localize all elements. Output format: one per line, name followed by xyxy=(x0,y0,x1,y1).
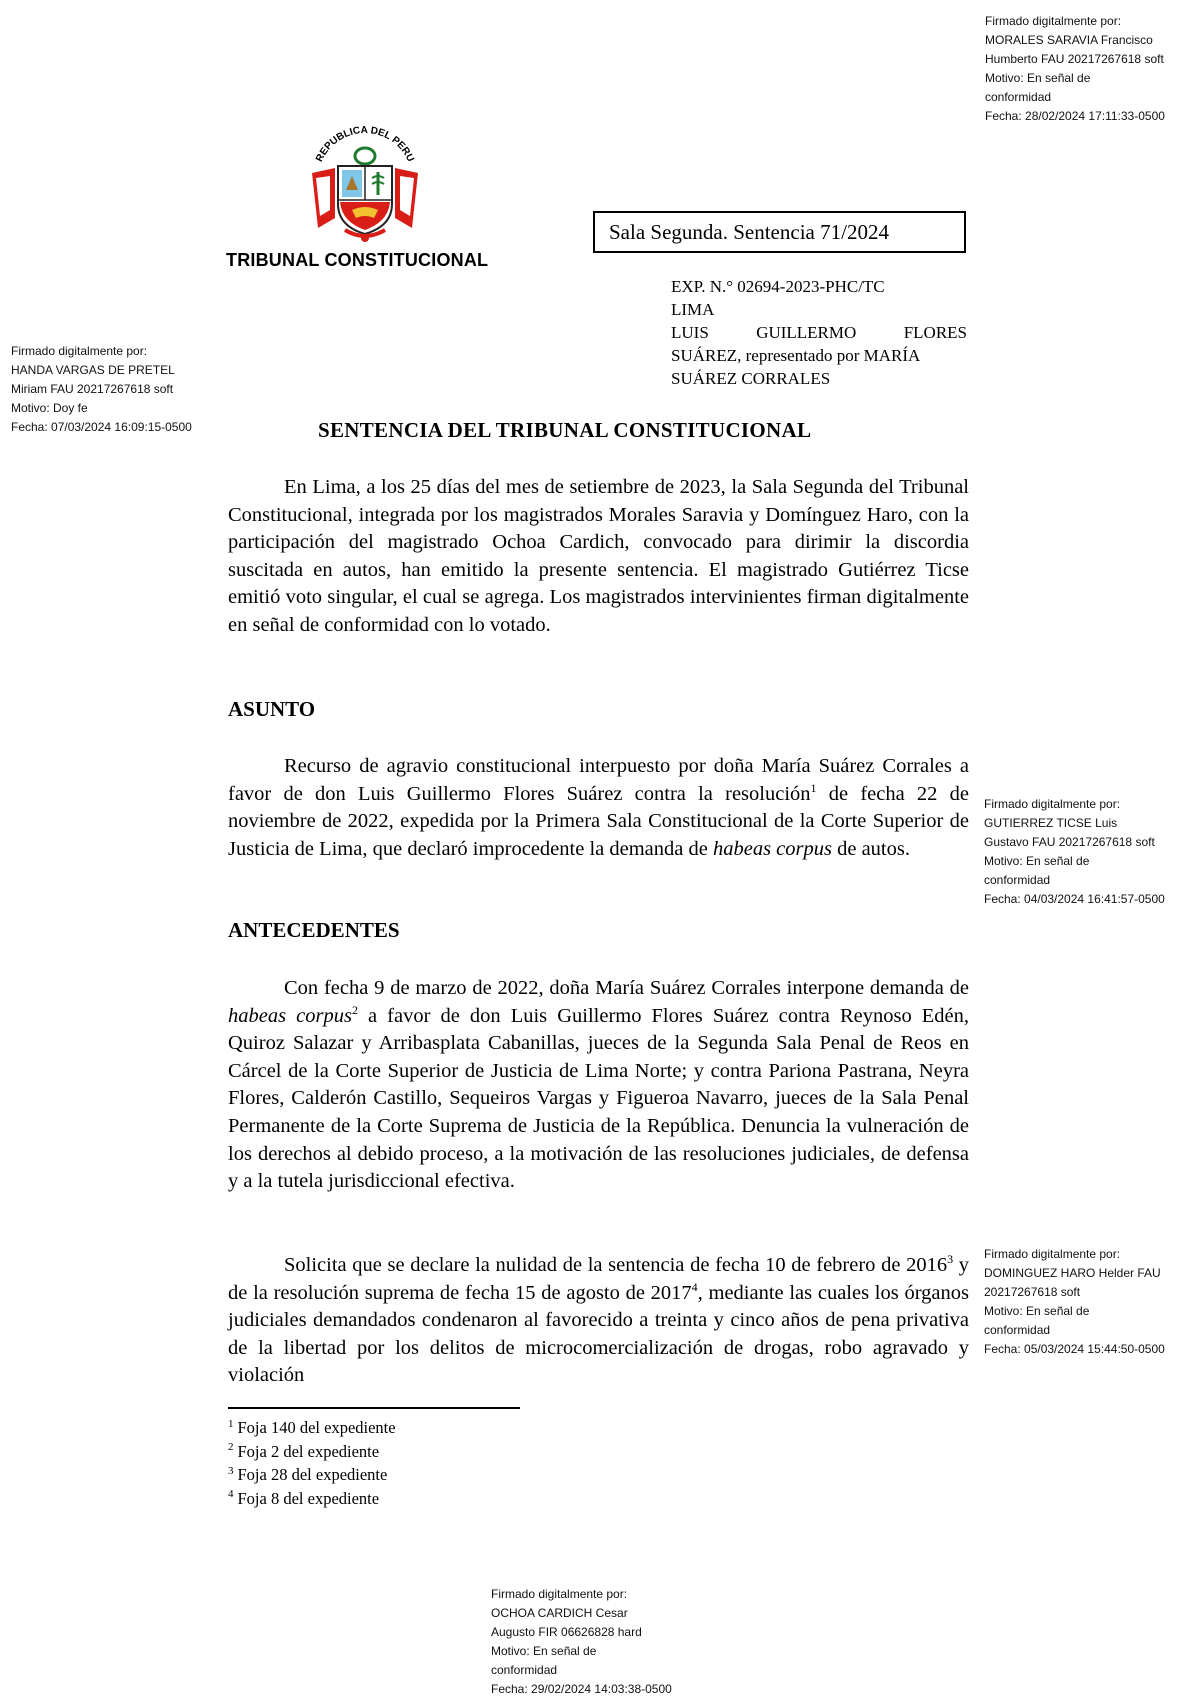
case-number: EXP. N.° 02694-2023-PHC/TC xyxy=(671,277,885,296)
paragraph-intro: En Lima, a los 25 días del mes de setiembre de 2023, la Sala Segunda del Tribunal Constitucional, integrada por los magistrados Morales Saravia y Domínguez Haro, con la participación del magistrado Ochoa Cardich, convocado para dirimir la discordia suscitada en autos, han emitido la presente sentencia. El magistrado Gutiérrez Ticse emitió voto singular, el cual se agrega. Los magistrados intervinientes firman digitalmente en señal de conformidad con lo votado. xyxy=(228,476,969,636)
footnote-item: $^1$ Foja 140 del expediente xyxy=(228,1417,396,1437)
logo-arc-text: REPUBLICA DEL PERU xyxy=(314,124,416,164)
footnote-item: $^4$ Foja 8 del expediente xyxy=(228,1488,380,1508)
case-parties-line-2: SUÁREZ, representado por MARÍA xyxy=(671,346,921,365)
signature-stamp-dominguez: Firmado digitalmente por: DOMINGUEZ HARO Helder FAU 20217267618 soft Motivo: En señal de conformidad Fecha: 05/03/2024 15:44:50-0500 xyxy=(984,1247,1165,1356)
footnote-ref: 1 xyxy=(810,780,817,795)
paragraph-antecedentes-1: Con fecha 9 de marzo de 2022, doña María Suárez Corrales interpone demanda de habeas corpus$^2$ a favor de don Luis Guillermo Flores Suárez contra Reynoso Edén, Quiroz Salazar y Arribasplata Cabanillas, jueces de la Segunda Sala Penal de Reos en Cárcel de la Corte Superior de Justicia de Lima Norte; y contra Pariona Pastrana, Neyra Flores, Calderón Castillo, Sequeiros Vargas y Figueroa Navarro, jueces de la Sala Penal Permanente de la Corte Suprema de Justicia de la República. Denuncia la vulneración de los derechos al debido proceso, a la motivación de las resoluciones judiciales, de defensa y a la tutela jurisdiccional efectiva. xyxy=(228,977,969,1193)
signature-stamp-morales: Firmado digitalmente por: MORALES SARAVIA Francisco Humberto FAU 20217267618 soft Motivo: En señal de conformidad Fecha: 28/02/2024 17:11:33-0500 xyxy=(985,14,1165,123)
paragraph-antecedentes-2: Solicita que se declare la nulidad de la sentencia de fecha 10 de febrero de 2016$^3$ y de la resolución suprema de fecha 15 de agosto de 2017$^4$, mediante las cuales los órganos judiciales demandados condenaron al favorecido a treinta y cinco años de pena privativa de la libertad por los delitos de microcomercialización de drogas, robo agravado y violación xyxy=(228,1252,969,1387)
section-heading-antecedentes: ANTECEDENTES xyxy=(228,918,400,942)
case-parties-line-1 xyxy=(671,321,967,344)
footnote-item: $^2$ Foja 2 del expediente xyxy=(228,1441,380,1461)
institution-name: TRIBUNAL CONSTITUCIONAL xyxy=(226,250,489,270)
signature-stamp-handa: Firmado digitalmente por: HANDA VARGAS DE PRETEL Miriam FAU 20217267618 soft Motivo: Doy fe Fecha: 07/03/2024 16:09:15-0500 xyxy=(11,344,192,434)
footnote-item: $^3$ Foja 28 del expediente xyxy=(228,1464,388,1484)
footnote-divider xyxy=(228,1407,520,1409)
parties-word-1: LUIS xyxy=(671,323,709,342)
document-title: SENTENCIA DEL TRIBUNAL CONSTITUCIONAL xyxy=(318,418,812,442)
parties-word-3: FLORES xyxy=(903,323,967,342)
coat-of-arms-logo xyxy=(290,118,440,248)
footnote-ref: 4 xyxy=(691,1279,698,1294)
svg-text:REPUBLICA DEL PERU xyxy=(314,125,416,164)
footnote-ref: 3 xyxy=(947,1252,954,1267)
section-heading-asunto: ASUNTO xyxy=(228,697,316,721)
paragraph-asunto: Recurso de agravio constitucional interpuesto por doña María Suárez Corrales a favor de don Luis Guillermo Flores Suárez contra la resolución$^1$ de fecha 22 de noviembre de 2022, expedida por la Primera Sala Constitucional de la Corte Superior de Justicia de Lima, que declaró improcedente la demanda de habeas corpus de autos. xyxy=(228,755,969,860)
signature-stamp-gutierrez: Firmado digitalmente por: GUTIERREZ TICSE Luis Gustavo FAU 20217267618 soft Motivo: En señal de conformidad Fecha: 04/03/2024 16:41:57-0500 xyxy=(984,797,1165,906)
parties-word-2: GUILLERMO xyxy=(756,323,857,342)
case-parties-line-3: SUÁREZ CORRALES xyxy=(671,369,831,388)
footnote-ref: 2 xyxy=(351,1002,358,1017)
case-location: LIMA xyxy=(671,300,715,319)
footnotes xyxy=(228,1416,396,1510)
signature-stamp-ochoa: Firmado digitalmente por: OCHOA CARDICH Cesar Augusto FIR 06626828 hard Motivo: En señal de conformidad Fecha: 29/02/2024 14:03:38-0500 xyxy=(491,1587,672,1696)
sala-sentence-box: Sala Segunda. Sentencia 71/2024 xyxy=(593,211,966,253)
case-file-block xyxy=(671,275,967,390)
